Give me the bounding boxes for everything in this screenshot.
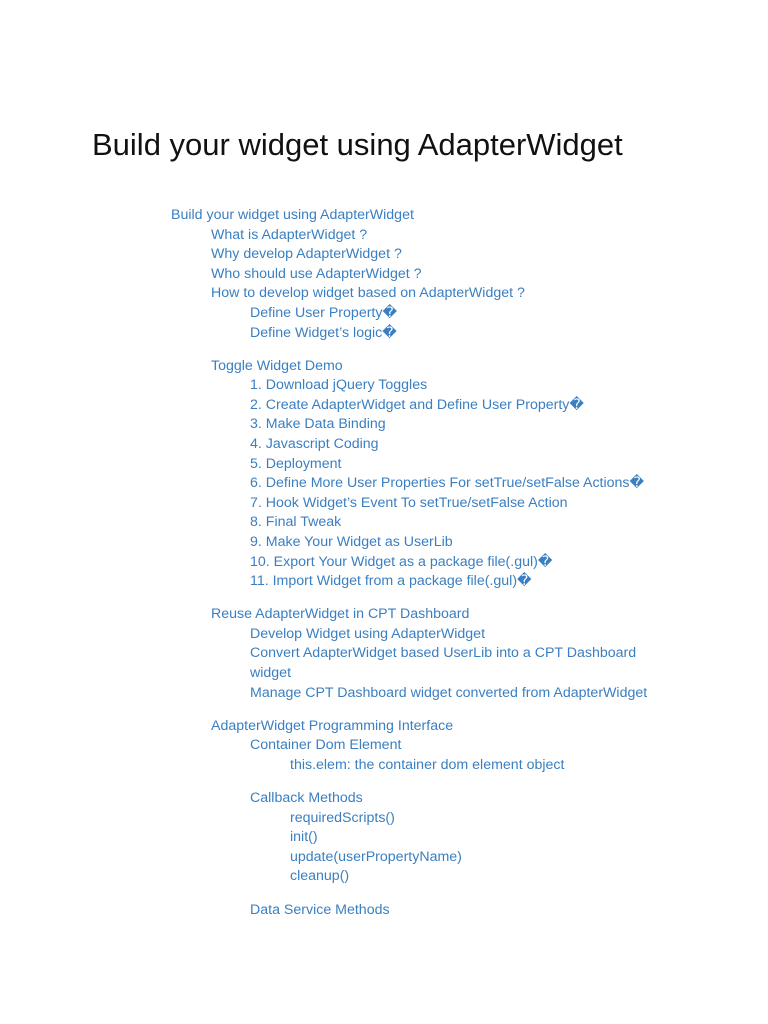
toc-link[interactable]: Data Service Methods	[250, 901, 390, 918]
toc-link[interactable]: Manage CPT Dashboard widget converted from AdapterWidget	[250, 684, 648, 701]
toc-link[interactable]: 10. Export Your Widget as a package file(.gul)�	[250, 553, 553, 570]
toc-link[interactable]: 9. Make Your Widget as UserLib	[250, 534, 453, 550]
toc-link[interactable]: update(userPropertyName)	[290, 848, 462, 865]
toc-link[interactable]: Build your widget using AdapterWidget	[171, 207, 414, 223]
toc-link[interactable]: 3. Make Data Binding	[250, 416, 386, 433]
toc-link[interactable]: Develop Widget using AdapterWidget	[250, 625, 486, 642]
toc-link[interactable]: How to develop widget based on AdapterWidget ?	[211, 285, 525, 302]
page-title: Build your widget using AdapterWidget	[92, 127, 623, 162]
toc-link[interactable]: 6. Define More User Properties For setTrue/setFalse Actions�	[250, 475, 645, 492]
toc-link[interactable]: 7. Hook Widget’s Event To setTrue/setFalse Action	[250, 494, 568, 511]
table-of-contents	[0, 206, 768, 920]
toc-link[interactable]: 2. Create AdapterWidget and Define User Property�	[250, 396, 584, 413]
toc-link[interactable]: What is AdapterWidget ?	[211, 226, 368, 243]
toc-link[interactable]: 1. Download jQuery Toggles	[250, 377, 428, 394]
toc-link[interactable]: Define User Property�	[250, 304, 398, 321]
toc-link[interactable]: cleanup()	[290, 868, 350, 885]
toc-link[interactable]: Callback Methods	[250, 790, 363, 807]
toc-link[interactable]: Why develop AdapterWidget ?	[211, 246, 402, 263]
toc-link[interactable]: init()	[290, 829, 318, 846]
toc-link[interactable]: Define Widget’s logic�	[250, 324, 397, 341]
toc-link[interactable]: Reuse AdapterWidget in CPT Dashboard	[211, 606, 470, 623]
toc-link[interactable]: 5. Deployment	[250, 455, 342, 472]
toc-link[interactable]: Toggle Widget Demo	[211, 357, 343, 374]
toc-link[interactable]: this.elem: the container dom element object	[290, 756, 565, 773]
toc-link[interactable]: 4. Javascript Coding	[250, 436, 379, 453]
toc-link[interactable]: Container Dom Element	[250, 737, 402, 754]
toc-link[interactable]: AdapterWidget Programming Interface	[211, 717, 454, 734]
toc-link[interactable]: widget	[250, 665, 292, 682]
toc-link[interactable]: Who should use AdapterWidget ?	[211, 265, 422, 282]
toc-link[interactable]: 11. Import Widget from a package file(.gul)�	[250, 573, 532, 590]
toc-link[interactable]: requiredScripts()	[290, 809, 395, 826]
toc-link[interactable]: Convert AdapterWidget based UserLib into a CPT Dashboard	[250, 645, 637, 662]
toc-link[interactable]: 8. Final Tweak	[250, 514, 342, 531]
